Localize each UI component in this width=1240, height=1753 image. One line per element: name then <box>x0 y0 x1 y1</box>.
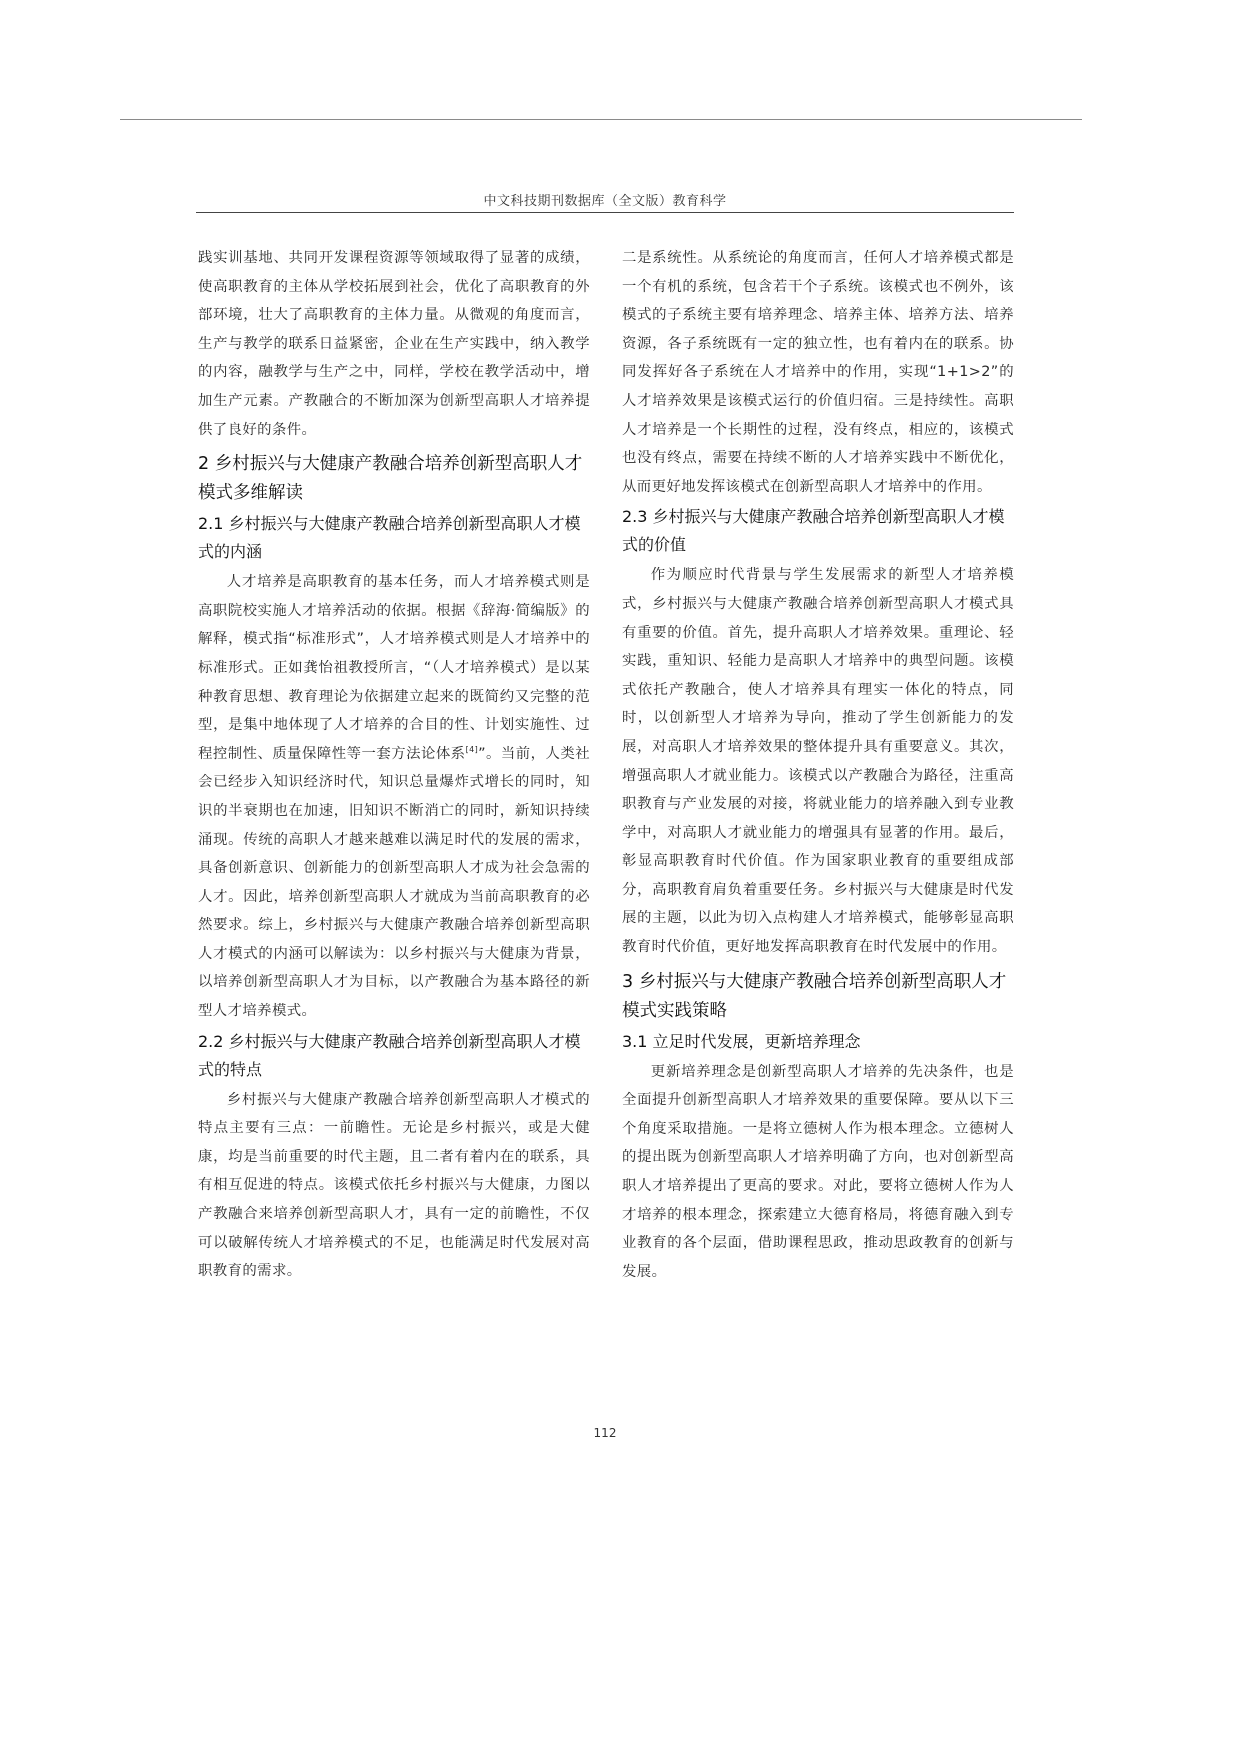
header-rule <box>196 212 1014 213</box>
citation-marker: [4] <box>465 744 479 754</box>
left-column <box>198 244 590 1286</box>
subsection-heading-2-3: 2.3 乡村振兴与大健康产教融合培养创新型高职人才模式的价值 <box>622 507 1005 555</box>
page-number: 112 <box>593 1426 617 1440</box>
section-heading-2: 2 乡村振兴与大健康产教融合培养创新型高职人才模式多维解读 <box>198 454 583 504</box>
paragraph: 更新培养理念是创新型高职人才培养的先决条件，也是全面提升创新型高职人才培养效果的重要保障。要从以下三个角度采取措施。一是将立德树人作为根本理念。立德树人的提出既为创新型高职人才培养明确了方向，也对创新型高职人才培养提出了更高的要求。对此，要将立德树人作为人才培养的根本理念，探索建立大德育格局，将德育融入到专业教育的各个层面，借助课程思政，推动思政教育的创新与发展。 <box>622 1063 1014 1280</box>
right-column <box>622 244 1014 1286</box>
journal-header: 中文科技期刊数据库（全文版）教育科学 <box>483 194 727 209</box>
section-heading-3: 3 乡村振兴与大健康产教融合培养创新型高职人才模式实践策略 <box>622 971 1007 1021</box>
paragraph: 乡村振兴与大健康产教融合培养创新型高职人才模式的特点主要有三点：一前瞻性。无论是乡村振兴，或是大健康，均是当前重要的时代主题，且二者有着内在的联系，具有相互促进的特点。该模式依托乡村振兴与大健康，力图以产教融合来培养创新型高职人才，具有一定的前瞻性，不仅可以破解传统人才培养模式的不足，也能满足时代发展对高职教育的需求。 <box>198 1091 590 1280</box>
paragraph-text: ”。当前，人类社会已经步入知识经济时代，知识总量爆炸式增长的同时，知识的半衰期也在加速，旧知识不断消亡的同时，新知识持续涌现。传统的高职人才越来越难以满足时代的发展的需求，具备创新意识、创新能力的创新型高职人才成为社会急需的人才。因此，培养创新型高职人才就成为当前高职教育的必然要求。综上，乡村振兴与大健康产教融合培养创新型高职人才模式的内涵可以解读为：以乡村振兴与大健康为背景，以培养创新型高职人才为目标，以产教融合为基本路径的新型人才培养模式。 <box>198 745 591 1020</box>
paragraph: 二是系统性。从系统论的角度而言，任何人才培养模式都是一个有机的系统，包含若干个子系统。该模式也不例外，该模式的子系统主要有培养理念、培养主体、培养方法、培养资源，各子系统既有一定的独立性，也有着内在的联系。协同发挥好各子系统在人才培养中的作用，实现“1+1>2”的人才培养效果是该模式运行的价值归宿。三是持续性。高职人才培养是一个长期性的过程，没有终点，相应的，该模式也没有终点，需要在持续不断的人才培养实践中不断优化，从而更好地发挥该模式在创新型高职人才培养中的作用。 <box>622 250 1014 495</box>
paragraph: 践实训基地、共同开发课程资源等领域取得了显著的成绩，使高职教育的主体从学校拓展到社会，优化了高职教育的外部环境，壮大了高职教育的主体力量。从微观的角度而言，生产与教学的联系日益紧密，企业在生产实践中，纳入教学的内容，融教学与生产之中，同样，学校在教学活动中，增加生产元素。产教融合的不断加深为创新型高职人才培养提供了良好的条件。 <box>198 250 590 438</box>
subsection-heading-3-1: 3.1 立足时代发展，更新培养理念 <box>622 1031 861 1051</box>
paragraph <box>198 568 590 1026</box>
subsection-heading-2-1: 2.1 乡村振兴与大健康产教融合培养创新型高职人才模式的内涵 <box>198 514 581 562</box>
paragraph: 作为顺应时代背景与学生发展需求的新型人才培养模式，乡村振兴与大健康产教融合培养创新型高职人才模式具有重要的价值。首先，提升高职人才培养效果。重理论、轻实践，重知识、轻能力是高职人才培养中的典型问题。该模式依托产教融合，使人才培养具有理实一体化的特点，同时，以创新型人才培养为导向，推动了学生创新能力的发展，对高职人才培养效果的整体提升具有重要意义。其次，增强高职人才就业能力。该模式以产教融合为路径，注重高职教育与产业发展的对接，将就业能力的培养融入到专业教学中，对高职人才就业能力的增强具有显著的作用。最后，彰显高职教育时代价值。作为国家职业教育的重要组成部分，高职教育肩负着重要任务。乡村振兴与大健康是时代发展的主题，以此为切入点构建人才培养模式，能够彰显高职教育时代价值，更好地发挥高职教育在时代发展中的作用。 <box>622 567 1014 956</box>
subsection-heading-2-2: 2.2 乡村振兴与大健康产教融合培养创新型高职人才模式的特点 <box>198 1031 581 1079</box>
paragraph-text: 人才培养是高职教育的基本任务，而人才培养模式则是高职院校实施人才培养活动的依据。根据《辞海·简编版》的解释，模式指“标准形式”，人才培养模式则是人才培养中的标准形式。正如龚怡祖教授所言，“（人才培养模式）是以某种教育思想、教育理论为依据建立起来的既简约又完整的范型，是集中地体现了人才培养的合目的性、计划实施性、过程控制性、质量保障性等一套方法论体系 <box>198 574 590 762</box>
top-rule <box>120 119 1082 120</box>
